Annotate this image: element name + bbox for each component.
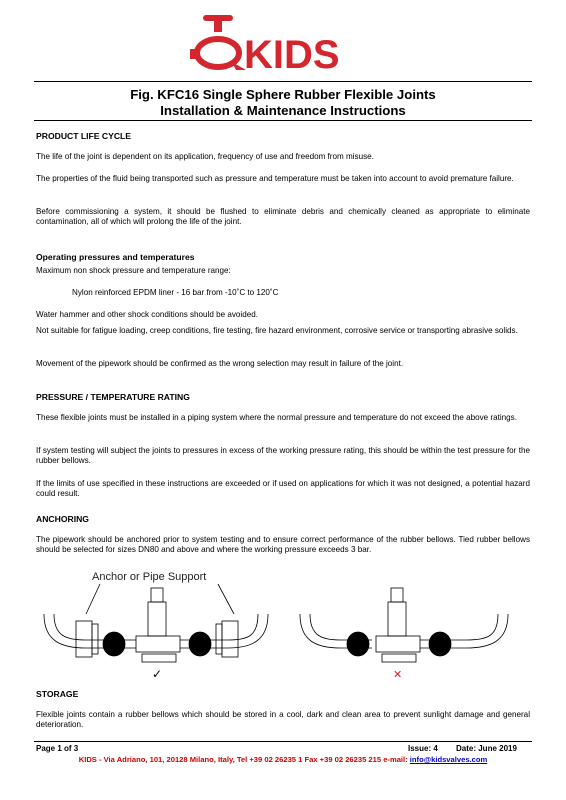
storage-heading: STORAGE (36, 689, 79, 699)
footer-meta (36, 744, 530, 753)
footer-page: Page 1 of 3 (36, 744, 79, 753)
rating-heading: PRESSURE / TEMPERATURE RATING (36, 392, 190, 402)
operating-p5: Movement of the pipework should be confirmed as the wrong selection may result in failure of the joint. (36, 359, 404, 368)
footer-address: KIDS - Via Adriano, 101, 20128 Milano, Italy, Tel +39 02 26235 1 Fax +39 02 26235 215 e-mail: (78, 755, 410, 764)
footer-email-link[interactable]: info@kidsvalves.com (409, 755, 488, 764)
operating-p1: Maximum non shock pressure and temperature range: (36, 266, 231, 275)
footer-rule (34, 741, 532, 742)
life-cycle-p1: The life of the joint is dependent on its application, frequency of use and freedom from misuse. (36, 152, 374, 161)
life-cycle-heading: PRODUCT LIFE CYCLE (36, 131, 132, 141)
storage-p1: Flexible joints contain a rubber bellows which should be stored in a cool, dark and clean area to prevent sunlight damage and general deterioration. (36, 710, 530, 730)
rating-p2: If system testing will subject the joints to pressures in excess of the working pressure rating, this should be within the test pressure for the rubber bellows. (36, 446, 530, 466)
anchor-label: Anchor or Pipe Support (92, 571, 207, 583)
kids-logo (0, 10, 566, 80)
operating-p2: Nylon reinforced EPDM liner - 16 bar from -10˚C to 120˚C (72, 288, 279, 297)
life-cycle-p2: The properties of the fluid being transported such as pressure and temperature must be taken into account to avoid premature failure. (36, 174, 514, 183)
wrong-mark: ✕ (393, 668, 403, 681)
anchor-arrow-left (86, 584, 100, 614)
operating-heading: Operating pressures and temperatures (36, 252, 195, 262)
footer-contact (36, 755, 530, 764)
operating-p4: Not suitable for fatigue loading, creep conditions, fire testing, fire hazard environment, corrosive service or transporting abrasive solids. (36, 326, 518, 335)
footer-date: Date: June 2019 (456, 744, 517, 753)
wrong-installation (300, 588, 508, 662)
title-top-rule (34, 81, 532, 82)
logo-text: KIDS (244, 33, 340, 77)
correct-installation (44, 588, 268, 662)
valve-icon (190, 15, 246, 70)
anchoring-heading: ANCHORING (36, 514, 89, 524)
anchoring-p1: The pipework should be anchored prior to system testing and to ensure correct performance of the rubber bellows. Tied rubber bellows should be selected for sizes DN80 and above and where the working pressure exceeds 3 bar. (36, 535, 530, 555)
rating-p3: If the limits of use specified in these instructions are exceeded or if used on applications for which it was not designed, a potential hazard could result. (36, 479, 530, 499)
anchor-arrow-right (218, 584, 234, 614)
correct-mark: ✓ (152, 667, 163, 681)
operating-p3: Water hammer and other shock conditions should be avoided. (36, 310, 258, 319)
life-cycle-p3: Before commissioning a system, it should be flushed to eliminate debris and chemically cleaned as appropriate to eliminate contamination, all of which will prolong the life of the joint. (36, 207, 530, 227)
page-title: Fig. KFC16 Single Sphere Rubber Flexible Joints (130, 87, 436, 102)
rating-p1: These flexible joints must be installed in a piping system where the normal pressure and temperature do not exceed the above ratings. (36, 413, 517, 422)
anchoring-diagram (36, 566, 530, 684)
footer-issue: Issue: 4 (408, 744, 438, 753)
title-bottom-rule (34, 120, 532, 121)
page-subtitle: Installation & Maintenance Instructions (160, 103, 406, 118)
